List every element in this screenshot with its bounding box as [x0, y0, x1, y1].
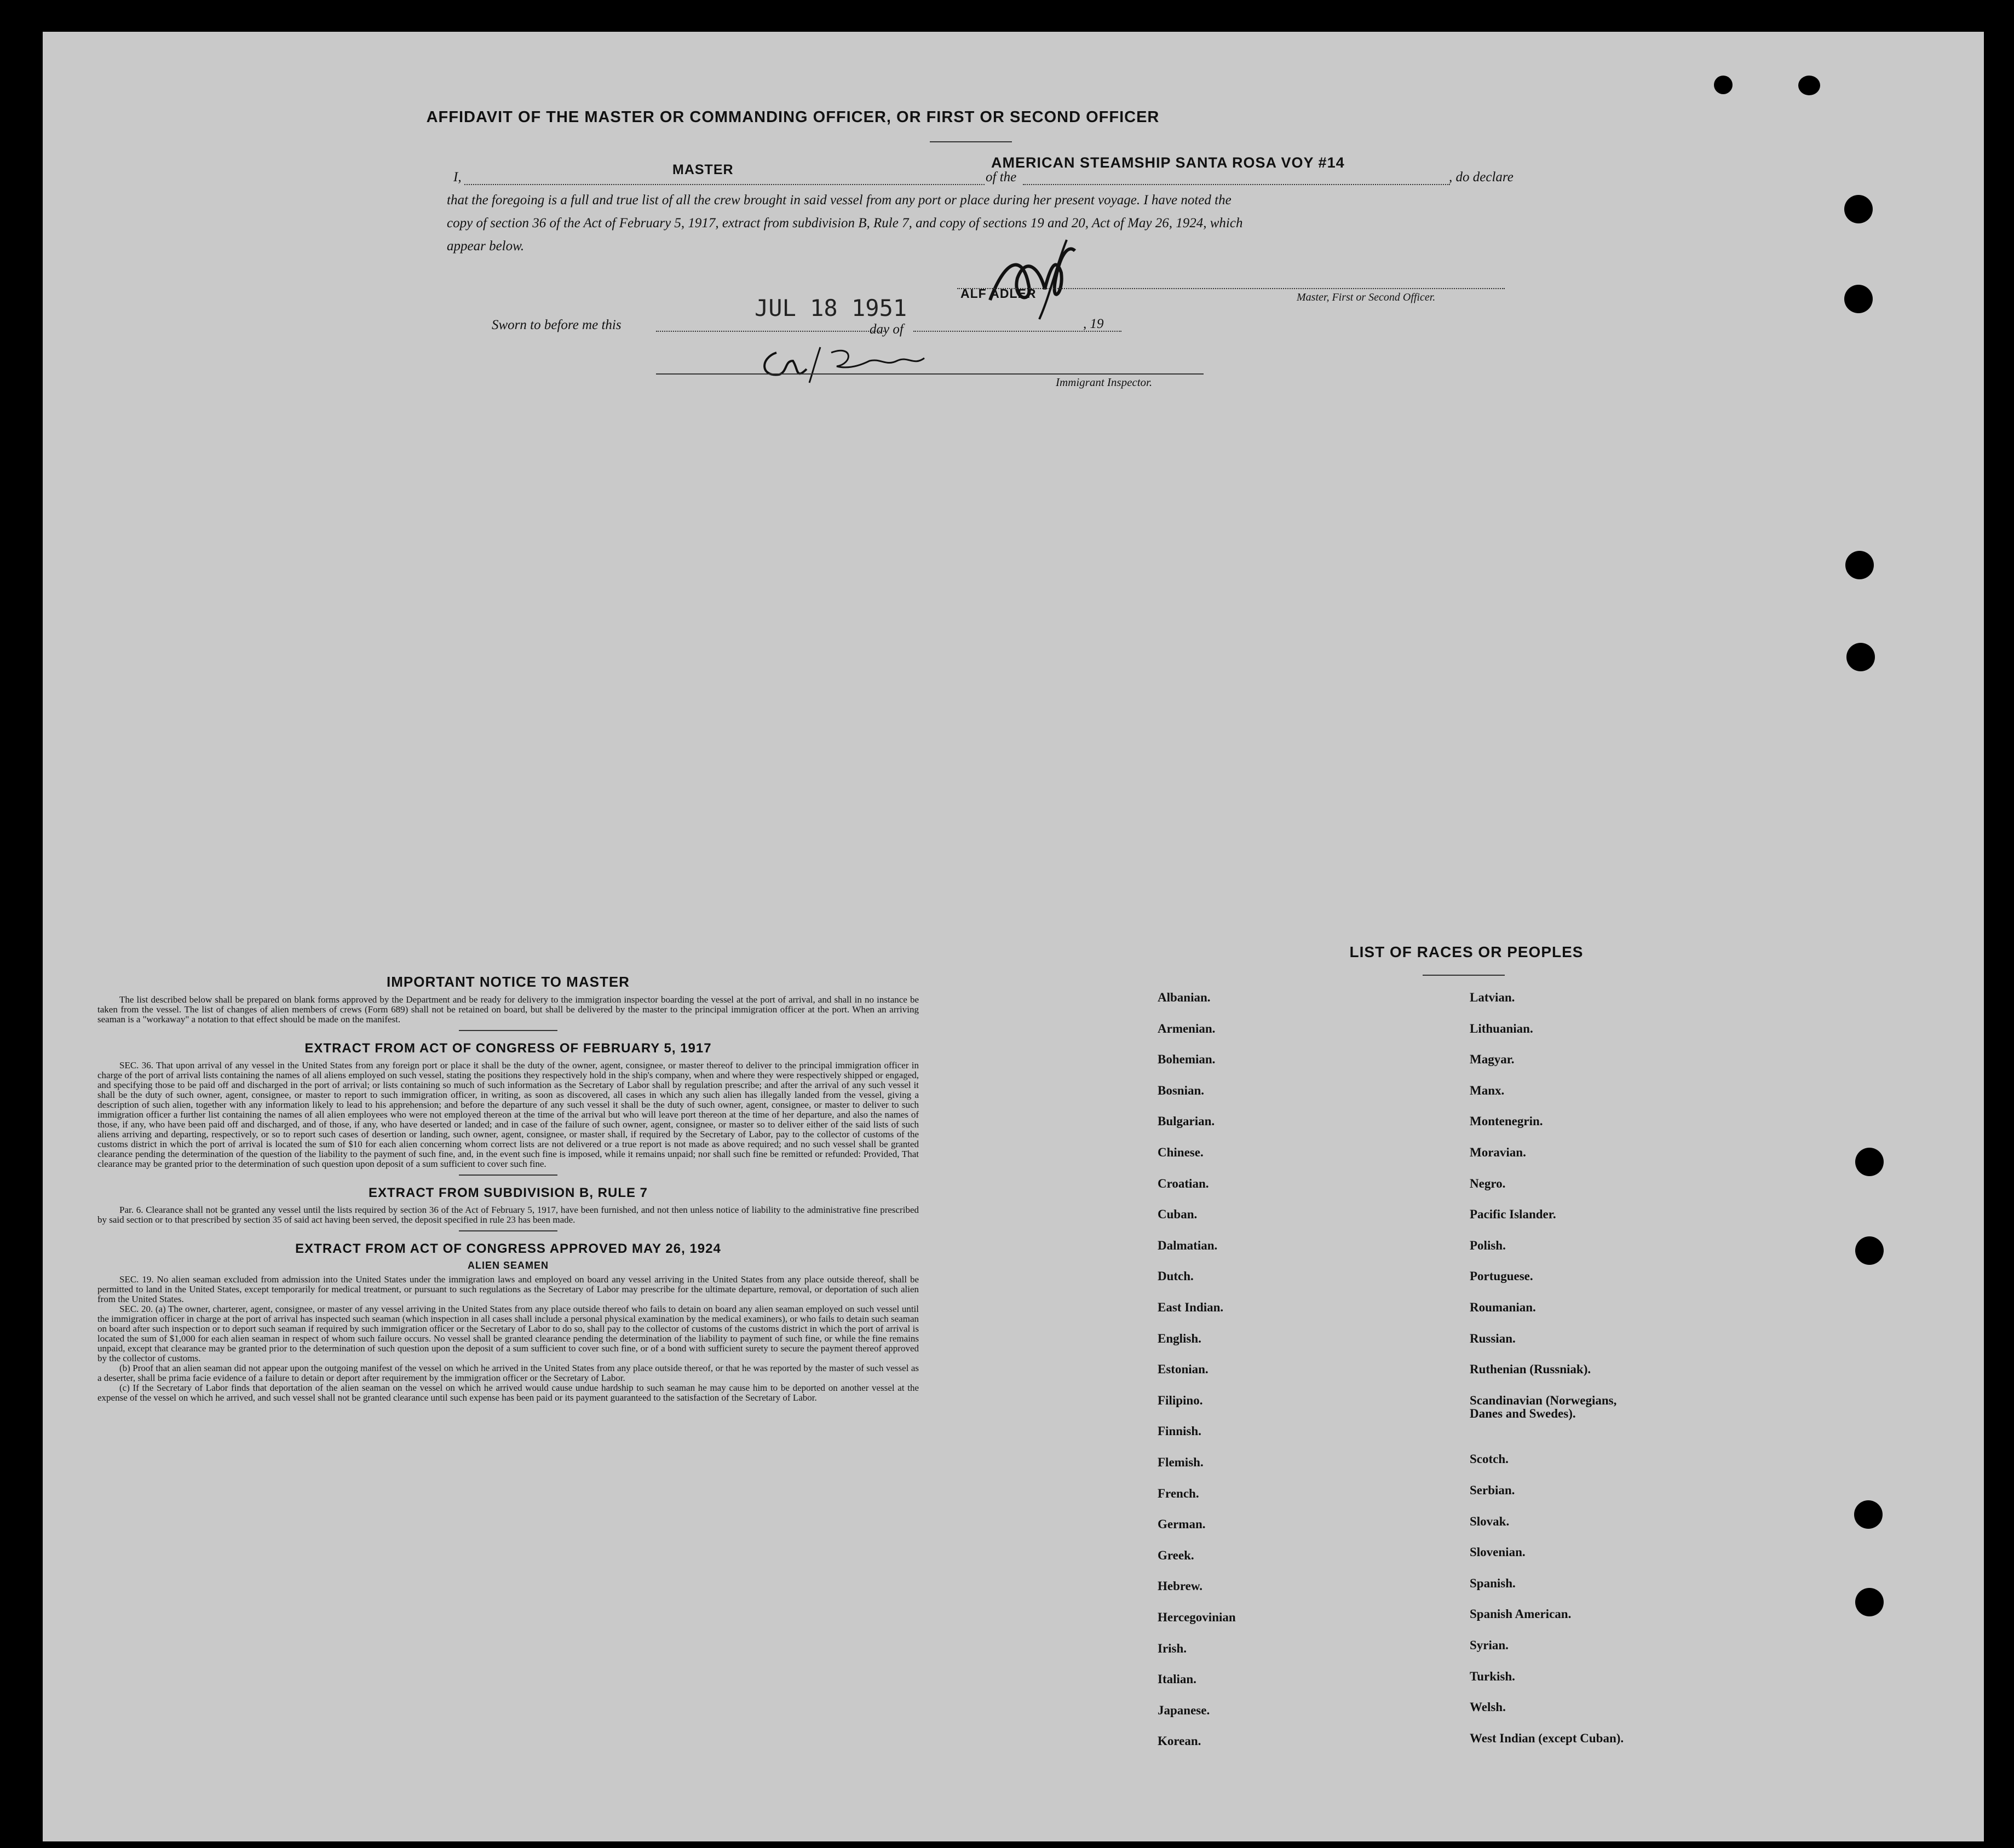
race-item: Spanish American.: [1470, 1607, 1572, 1621]
binder-hole: [1846, 643, 1875, 671]
race-item: Dalmatian.: [1158, 1238, 1218, 1252]
of-the-label: of the: [986, 170, 1017, 185]
race-item: Croatian.: [1158, 1176, 1209, 1190]
binder-hole: [1714, 76, 1733, 94]
affidavit-body-3: appear below.: [447, 239, 525, 254]
notice-title: IMPORTANT NOTICE TO MASTER: [387, 974, 630, 990]
binder-hole: [1855, 1236, 1884, 1265]
race-item: Scandinavian (Norwegians, Danes and Swedes).: [1470, 1393, 1617, 1420]
race-item: Cuban.: [1158, 1207, 1198, 1222]
race-item: Chinese.: [1158, 1145, 1204, 1159]
race-item: East Indian.: [1158, 1300, 1224, 1314]
day-of-label: day of: [870, 322, 904, 337]
year-prefix: , 19: [1083, 316, 1104, 331]
master-signature: [974, 234, 1116, 322]
divider: [459, 1030, 557, 1031]
inspector-signature: [755, 336, 941, 385]
divider: [1423, 975, 1505, 976]
notice-text: The list described below shall be prepared on blank forms approved by the Department and be ready for delivery to the immigration inspector boarding the vessel at the port of arrival, and shall in no instance be taken from the vessel. The list of changes of alien members of crews (Form 689) shall not be retained on board, but shall be delivered by the master to the principal immigration officer at the port. When an arriving seaman is a "workaway" a notation to that effect should be made on the manifest.: [97, 994, 919, 1024]
race-item: Italian.: [1158, 1672, 1196, 1686]
race-item: French.: [1158, 1486, 1199, 1500]
race-item: Bosnian.: [1158, 1083, 1205, 1097]
binder-hole: [1844, 285, 1873, 313]
race-item: Syrian.: [1470, 1638, 1509, 1652]
affidavit-i-label: I,: [453, 170, 462, 185]
document-page: [43, 32, 1984, 1841]
race-item: Magyar.: [1470, 1052, 1515, 1067]
binder-hole: [1798, 76, 1820, 95]
race-item: Welsh.: [1470, 1700, 1506, 1714]
affidavit-body-1: that the foregoing is a full and true list of all the crew brought in said vessel from any port or place during her present voyage. I have noted the: [447, 193, 1232, 208]
officer-position: MASTER: [672, 162, 734, 177]
divider: [459, 1230, 557, 1231]
race-item: Armenian.: [1158, 1021, 1216, 1035]
race-item: Korean.: [1158, 1734, 1201, 1748]
race-item: Filipino.: [1158, 1393, 1203, 1407]
extract-1917-text: SEC. 36. That upon arrival of any vessel in the United States from any foreign port or place it shall be the duty of the owner, agent, consignee, or master thereof to deliver to the principal immigration officer in charge of the port of arrival lists containing the names of all aliens employed on such vessel, stating the positions they respectively hold in the ship's company, when and where they were respectively shipped or engaged, and specifying those to be paid off and discharged in the port of arrival; or lists containing so much of such information as the Secretary of Labor shall by regulation prescribe; and after the arrival of any such vessel it shall be the duty of such owner, agent, consignee, or master to report to such immigration officer, in writing, as soon as discovered, all cases in which any such alien has illegally landed from the vessel, giving a description of such alien, together with any information likely to lead to his apprehension; and before the departure of any such vessel it shall be the duty of such owner, agent, consignee, or master to deliver to such immigration officer a further list containing the names of all alien employees who were not employed thereon at the time of the arrival but who will leave port thereon at the time of her departure, and also the names of those, if any, who have been paid off and discharged, and of those, if any, who have deserted or landed; and in case of the failure of such owner, agent, consignee, or master so to deliver either of the said lists of such aliens arriving and departing, respectively, or so to report such cases of desertion or landing, such owner, agent, consignee, or master shall, if required by the Secretary of Labor, pay to the collector of customs of the customs district in which the port of arrival is located the sum of $10 for each alien concerning whom correct lists are not delivered or a true report is not made as above required; and no such vessel shall be granted clearance pending the determination of the question of the liability to the payment of such fine, and, in the event such fine is imposed, while it remains unpaid; nor shall such fine be remitted or refunded: Provided, That clearance may be granted prior to the determination of such question upon deposit of a sum sufficient to cover such fine.: [97, 1060, 919, 1169]
binder-hole: [1844, 195, 1873, 223]
officer-caption: Master, First or Second Officer.: [1297, 291, 1436, 303]
vessel-name: AMERICAN STEAMSHIP SANTA ROSA VOY #14: [991, 154, 1345, 171]
race-item: Dutch.: [1158, 1269, 1194, 1283]
divider: [459, 1175, 557, 1176]
extract-1924-sec20c: (c) If the Secretary of Labor finds that deportation of the alien seaman on the vessel on which he arrived would cause undue hardship to such seaman he may cause him to be deported on another vessel at the expense of the vessel on which he arrived, and such vessel shall not be granted clearance until such expense has been paid or its payment guaranteed to the satisfaction of the Secretary of Labor.: [97, 1383, 919, 1403]
races-title: LIST OF RACES OR PEOPLES: [1349, 943, 1584, 960]
extract-1917-title: EXTRACT FROM ACT OF CONGRESS OF FEBRUARY 5, 1917: [304, 1041, 712, 1056]
extract-rule7-title: EXTRACT FROM SUBDIVISION B, RULE 7: [368, 1185, 648, 1200]
race-item: Serbian.: [1470, 1483, 1515, 1497]
race-item: German.: [1158, 1517, 1206, 1532]
race-item: Latvian.: [1470, 991, 1515, 1004]
sworn-day-line: [656, 331, 886, 332]
divider: [930, 141, 1012, 142]
race-item: Russian.: [1470, 1331, 1516, 1345]
affidavit-title: AFFIDAVIT OF THE MASTER OR COMMANDING OFFICER, OR FIRST OR SECOND OFFICER: [426, 108, 1160, 126]
race-item: Ruthenian (Russniak).: [1470, 1362, 1591, 1377]
vessel-line: [1023, 184, 1450, 185]
sworn-label: Sworn to before me this: [492, 318, 622, 332]
faint-mark: [114, 202, 180, 223]
affidavit-body-2: copy of section 36 of the Act of February 5, 1917, extract from subdivision B, Rule 7, and copy of sections 19 and 20, Act of May 26, 1924, which: [447, 216, 1243, 231]
alien-seamen-subtitle: ALIEN SEAMEN: [467, 1260, 549, 1271]
race-item: Negro.: [1470, 1176, 1506, 1190]
extract-1924-sec19: SEC. 19. No alien seaman excluded from admission into the United States under the immigration laws and employed on board any vessel arriving in the United States from any place outside thereof, shall be permitted to land in the United States, except temporarily for medical treatment, or pursuant to such regulations as the Secretary of Labor may prescribe for the ultimate departure, removal, or deportation of such alien from the United States.: [97, 1274, 919, 1304]
date-stamp: JUL 18 1951: [755, 295, 907, 321]
race-item: Japanese.: [1158, 1703, 1210, 1717]
extract-1924-title: EXTRACT FROM ACT OF CONGRESS APPROVED MAY 26, 1924: [295, 1241, 721, 1256]
race-item: Bulgarian.: [1158, 1114, 1215, 1129]
race-item: Slovenian.: [1470, 1545, 1526, 1559]
signature-line: [957, 288, 1505, 289]
race-item: Greek.: [1158, 1548, 1194, 1562]
race-item: Portuguese.: [1470, 1269, 1533, 1283]
binder-hole: [1854, 1500, 1883, 1529]
race-item: Polish.: [1470, 1238, 1506, 1252]
race-item: Lithuanian.: [1470, 1021, 1533, 1035]
race-item: West Indian (except Cuban).: [1470, 1731, 1624, 1745]
extract-1924-sec20a: SEC. 20. (a) The owner, charterer, agent, consignee, or master of any vessel arriving in the United States from any place outside thereof who fails to detain on board any alien seaman employed on such vessel until the immigration officer in charge at the port of arrival has inspected such seaman (which inspection in all cases shall include a personal physical examination by the medical examiners), or who fails to detain such seaman on board after such inspection or to deport such seaman if required by such immigration officer or the Secretary of Labor to do so, shall pay to the collector of customs of the customs district in which the port of arrival is located the sum of $1,000 for each alien seaman in respect of whom such failure occurs. No vessel shall be granted clearance pending the determination of the liability to payment of such fine, or while the fine remains unpaid, except that clearance may be granted prior to the determination of such question upon the deposit of a sum sufficient to cover such fine, or of a bond with sufficient surety to secure the payment thereof approved by the collector of customs.: [97, 1304, 919, 1363]
legal-column: [97, 974, 919, 1403]
inspector-caption: Immigrant Inspector.: [1056, 376, 1153, 389]
officer-name: ALF ADLER: [960, 286, 1037, 301]
inspector-line: [656, 373, 1204, 375]
binder-hole: [1855, 1148, 1884, 1176]
race-item: Moravian.: [1470, 1145, 1526, 1159]
race-item: Spanish.: [1470, 1576, 1516, 1590]
binder-hole: [1845, 551, 1874, 579]
race-item: Albanian.: [1158, 991, 1211, 1004]
binder-hole: [1855, 1588, 1884, 1616]
race-item: Finnish.: [1158, 1424, 1201, 1438]
race-item: Slovak.: [1470, 1514, 1510, 1528]
race-item: Montenegrin.: [1470, 1114, 1543, 1129]
race-item: Bohemian.: [1158, 1052, 1216, 1067]
race-item: Scotch.: [1470, 1452, 1509, 1466]
extract-rule7-text: Par. 6. Clearance shall not be granted any vessel until the lists required by section 36 of the Act of February 5, 1917, have been furnished, and not then unless notice of liability to the administrative fine prescribed by said section or to that prescribed by section 35 of said act having been served, the deposit specified in rule 23 has been made.: [97, 1205, 919, 1225]
race-item: Irish.: [1158, 1641, 1187, 1655]
race-item: Turkish.: [1470, 1669, 1515, 1683]
position-line: [464, 184, 985, 185]
race-item: Estonian.: [1158, 1362, 1209, 1377]
race-item: Hercegovinian: [1158, 1610, 1236, 1624]
race-item: English.: [1158, 1331, 1201, 1345]
race-item: Flemish.: [1158, 1455, 1204, 1469]
extract-1924-sec20b: (b) Proof that an alien seaman did not appear upon the outgoing manifest of the vessel on which he arrived in the United States from any place outside thereof, or that he was reported by the master of such vessel as a deserter, shall be prima facie evidence of a failure to detain or deport after requirement by the immigration officer or the Secretary of Labor.: [97, 1363, 919, 1383]
race-item: Hebrew.: [1158, 1579, 1202, 1593]
race-item: Manx.: [1470, 1083, 1505, 1097]
race-item: Pacific Islander.: [1470, 1207, 1556, 1222]
race-item: Roumanian.: [1470, 1300, 1536, 1314]
do-declare-label: , do declare: [1449, 170, 1514, 185]
